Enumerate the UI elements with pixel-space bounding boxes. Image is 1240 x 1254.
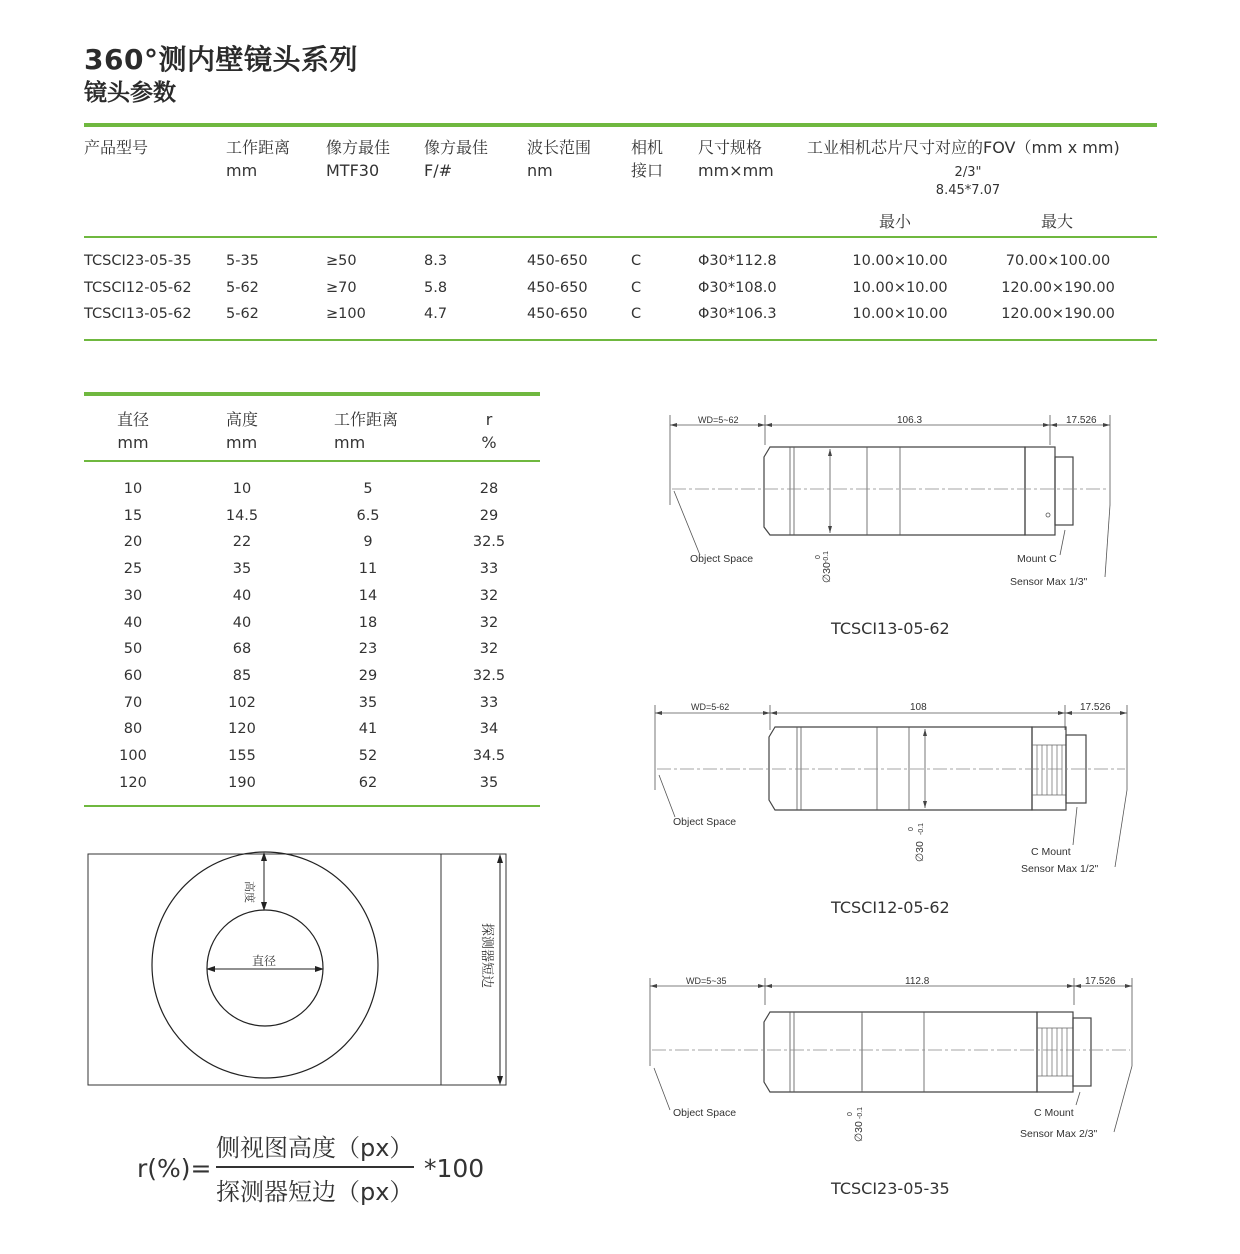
spec-sensor-size: 8.45*7.07 [935,183,1001,198]
ratio-table-header-rule [84,460,540,462]
table-cell: 62 [358,774,378,791]
spec-header-wd: 工作距离 mm [226,138,291,180]
ratio-header-r: r % [481,410,497,452]
diameter-label: ∅30 [914,841,926,862]
table-cell: 30 [123,587,143,604]
formula-denominator: 探测器短边（px） [216,1178,414,1206]
table-cell: 32 [479,587,499,604]
cell-model: TCSCI23-05-35 [84,253,192,269]
table-cell: 10 [232,481,252,497]
cell-wavelength: 450-650 [527,253,588,269]
cell-fnum: 5.8 [424,280,448,296]
mount-label: Mount C [1017,553,1057,565]
cell-fov-max: 120.00×190.00 [1001,280,1115,296]
sensor-label: Sensor Max 2/3" [1020,1128,1098,1140]
mount-label: C Mount [1031,846,1071,858]
mount-length-label: 17.526 [1080,702,1111,713]
table-cell: 190 [228,774,256,791]
formula-factor: *100 [424,1154,485,1183]
cell-wavelength: 450-650 [527,280,588,296]
spec-header-model: 产品型号 [84,138,149,157]
table-cell: 35 [479,774,499,791]
sensor-label: Sensor Max 1/3" [1010,576,1088,588]
short-side-label: 探测器短边 [480,923,495,989]
cell-fov-min: 10.00×10.00 [852,306,948,322]
table-cell: 15 [123,507,143,524]
mount-length-label: 17.526 [1085,976,1116,987]
table-cell: 32 [479,614,499,631]
table-cell: 32 [479,641,499,658]
table-cell: 22 [232,534,252,551]
spec-header-fov: 工业相机芯片尺寸对应的FOV（mm x mm) [807,138,1120,157]
table-cell: 50 [123,641,143,658]
spec-header-fnum: 像方最佳 F/# [424,138,489,180]
cell-wd: 5-35 [226,253,259,269]
cell-size: Φ30*108.0 [698,280,777,296]
wd-label: WD=5~35 [686,976,727,986]
ratio-header-height: 高度 mm [226,410,259,452]
tolerance-lower: -0.1 [918,822,925,835]
cell-mount: C [631,280,642,296]
sensor-label: Sensor Max 1/2" [1021,863,1099,875]
cell-fov-min: 10.00×10.00 [852,280,948,296]
table-cell: 120 [119,774,147,791]
spec-header-max: 最大 [1040,212,1073,231]
table-cell: 100 [119,748,147,764]
cell-size: Φ30*106.3 [698,306,777,322]
spec-header-wavelength: 波长范围 nm [527,138,592,180]
cell-fov-min: 10.00×10.00 [852,253,948,269]
table-cell: 10 [123,481,143,497]
page-subtitle: 镜头参数 [84,80,176,106]
table-cell: 25 [123,561,143,578]
lens-drawing [640,970,1135,1160]
table-cell: 35 [358,694,378,711]
ratio-table-bottom-rule [84,805,540,807]
table-cell: 33 [479,694,499,711]
length-label: 106.3 [897,415,923,426]
table-cell: 34 [479,721,499,738]
table-cell: 60 [123,667,143,684]
lens-drawing [645,695,1140,885]
formula-numerator: 侧视图高度（px） [216,1134,414,1162]
diameter-label: ∅30 [853,1121,865,1142]
table-cell: 155 [228,748,256,764]
object-space-label: Object Space [690,553,754,565]
spec-header-size: 尺寸规格 mm×mm [698,138,774,180]
table-cell: 70 [123,694,143,711]
object-space-label: Object Space [673,816,737,828]
table-cell: 29 [358,667,378,684]
table-cell: 52 [358,748,378,764]
cell-mount: C [631,306,642,322]
spec-header-mount: 相机 接口 [631,138,664,180]
tolerance-lower: -0.1 [857,1106,864,1119]
object-space-label: Object Space [673,1107,737,1119]
drawing-caption: TCSCI13-05-62 [831,619,950,638]
table-cell: 32.5 [472,534,506,551]
table-cell: 14 [358,587,378,604]
spec-sensor-format: 2/3" [954,165,982,180]
ratio-table-top-rule [84,392,540,396]
cell-wavelength: 450-650 [527,306,588,322]
diameter-label: 直径 [252,954,277,968]
drawing-caption: TCSCI23-05-35 [831,1179,950,1198]
cell-model: TCSCI12-05-62 [84,280,192,296]
diameter-label: ∅30 [821,562,833,583]
table-cell: 28 [479,481,499,497]
table-cell: 120 [228,721,256,738]
length-label: 112.8 [905,976,930,987]
length-label: 108 [910,702,927,713]
page-title: 360°测内壁镜头系列 [84,43,358,76]
table-cell: 80 [123,721,143,738]
tolerance-lower: -0.1 [823,550,830,563]
ratio-header-diameter: 直径 mm [116,410,149,452]
table-cell: 34.5 [472,748,506,764]
table-cell: 11 [358,561,378,578]
wd-label: WD=5~62 [698,415,739,425]
spec-header-min: 最小 [878,212,911,231]
spec-header-mtf: 像方最佳 MTF30 [326,138,391,180]
table-cell: 33 [479,561,499,578]
mount-length-label: 17.526 [1066,415,1097,426]
formula-fraction-bar [216,1166,414,1168]
table-cell: 41 [358,721,378,738]
table-cell: 68 [232,641,252,658]
cell-size: Φ30*112.8 [698,253,777,269]
tolerance-upper: 0 [908,827,915,831]
table-cell: 5 [363,481,373,497]
height-label: 高度 [243,881,255,903]
cell-mtf: ≥50 [326,253,357,269]
ratio-header-wd: 工作距离 mm [334,410,399,452]
cell-fov-max: 120.00×190.00 [1001,306,1115,322]
table-cell: 14.5 [225,507,259,524]
table-cell: 20 [123,534,143,551]
formula-lhs: r(%)= [137,1154,212,1183]
cell-model: TCSCI13-05-62 [84,306,192,322]
table-cell: 32.5 [472,667,506,684]
table-cell: 40 [232,587,252,604]
table-cell: 23 [358,641,378,658]
cell-fov-max: 70.00×100.00 [1005,253,1111,269]
cell-fnum: 8.3 [424,253,448,269]
mount-label: C Mount [1034,1107,1074,1119]
ring-diagram [80,845,520,1090]
tolerance-upper: 0 [847,1112,854,1116]
table-cell: 6.5 [356,507,380,524]
cell-mtf: ≥100 [326,306,366,322]
table-cell: 85 [232,667,252,684]
table-cell: 9 [363,534,373,551]
table-cell: 102 [228,694,256,711]
spec-table-bottom-rule [84,339,1157,341]
cell-wd: 5-62 [226,280,259,296]
table-cell: 40 [232,614,252,631]
cell-mtf: ≥70 [326,280,357,296]
spec-table-top-rule [84,123,1157,127]
drawing-caption: TCSCI12-05-62 [831,898,950,917]
tolerance-upper: 0 [815,555,822,559]
cell-mount: C [631,253,642,269]
cell-wd: 5-62 [226,306,259,322]
cell-fnum: 4.7 [424,306,448,322]
lens-drawing [660,405,1130,595]
table-cell: 29 [479,507,499,524]
inner-circle [207,910,323,1026]
spec-table-header-rule [84,236,1157,238]
table-cell: 18 [358,614,378,631]
wd-label: WD=5-62 [691,702,730,712]
table-cell: 35 [232,561,252,578]
table-cell: 40 [123,614,143,631]
